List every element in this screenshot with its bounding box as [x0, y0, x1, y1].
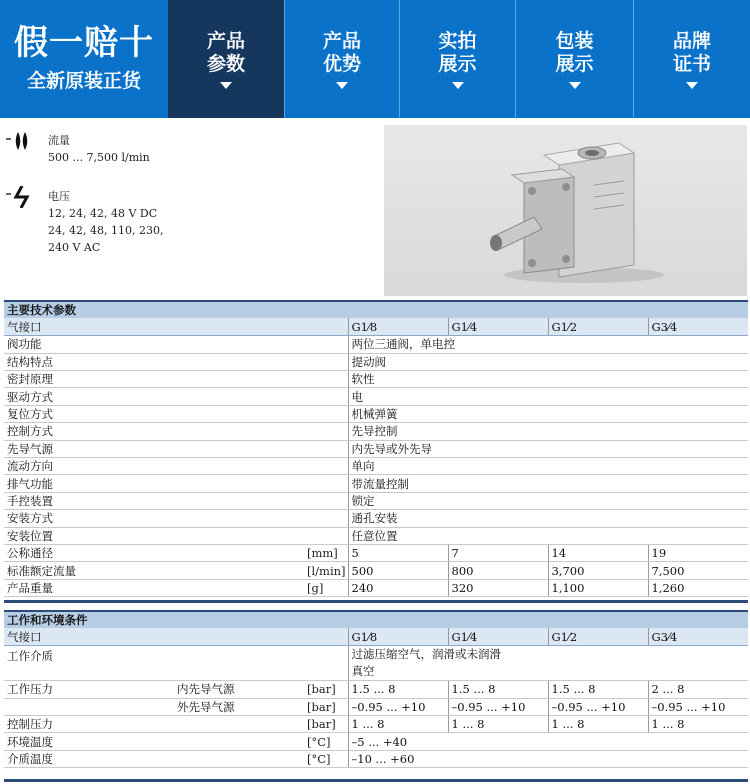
- row-label: 安装方式: [4, 510, 348, 527]
- row-label: 结构特点: [4, 353, 348, 370]
- main-specs-table: [4, 300, 748, 597]
- voltage-icon: [6, 186, 42, 208]
- row-value: –0.95 ... +10: [548, 698, 648, 715]
- row-label: 安装位置: [4, 527, 348, 544]
- row-value: 1,260: [648, 579, 748, 596]
- row-unit: [°C]: [304, 750, 348, 767]
- row-value: –10 ... +60: [348, 750, 748, 767]
- row-label: 驱动方式: [4, 388, 348, 405]
- row-sublabel: 外先导气源: [174, 698, 304, 715]
- row-label: 阀功能: [4, 336, 348, 353]
- table-row: [4, 405, 748, 422]
- row-unit: [l/min]: [304, 562, 348, 579]
- table-header-row: [4, 318, 748, 335]
- row-label: 手控装置: [4, 492, 348, 509]
- row-value: 19: [648, 544, 748, 561]
- row-label: 密封原理: [4, 371, 348, 388]
- row-value: –0.95 ... +10: [648, 698, 748, 715]
- table-row: [4, 716, 748, 733]
- row-value: –0.95 ... +10: [448, 698, 548, 715]
- row-label: 介质温度: [4, 750, 304, 767]
- voltage-line: 240 V AC: [48, 241, 101, 254]
- tab-real-photos[interactable]: [400, 0, 515, 118]
- row-value: 通孔安装: [348, 510, 748, 527]
- chevron-down-icon: [569, 82, 581, 89]
- header-col: G1⁄4: [448, 318, 548, 335]
- row-value: 1 ... 8: [548, 716, 648, 733]
- chevron-down-icon: [336, 82, 348, 89]
- row-value: 先导控制: [348, 423, 748, 440]
- header-col: G1⁄8: [348, 318, 448, 335]
- header-col: G1⁄2: [548, 628, 648, 645]
- voltage-title: 电压: [48, 190, 70, 203]
- table-row: [4, 371, 748, 388]
- table-divider: [4, 779, 748, 782]
- header-label: 气接口: [4, 628, 348, 645]
- tab-label: 产品 参数: [206, 29, 245, 75]
- table-row: [4, 527, 748, 544]
- row-label: 产品重量: [4, 579, 304, 596]
- row-value: 锁定: [348, 492, 748, 509]
- row-value: 7: [448, 544, 548, 561]
- table-row: [4, 336, 748, 353]
- table-title-row: [4, 301, 748, 318]
- table-row: [4, 698, 748, 715]
- row-value: 3,700: [548, 562, 648, 579]
- row-value: –5 ... +40: [348, 733, 748, 750]
- table-row: [4, 562, 748, 579]
- tab-brand-certificates[interactable]: [634, 0, 750, 118]
- table-row: [4, 750, 748, 767]
- row-value: 1 ... 8: [348, 716, 448, 733]
- row-label: 复位方式: [4, 405, 348, 422]
- row-value: 1,100: [548, 579, 648, 596]
- tab-label: 品牌 证书: [672, 29, 711, 75]
- row-label: 流动方向: [4, 458, 348, 475]
- row-unit: [bar]: [304, 681, 348, 698]
- chevron-down-icon: [220, 82, 232, 89]
- header-col: G3⁄4: [648, 628, 748, 645]
- row-value: 500: [348, 562, 448, 579]
- brand-block: [0, 0, 168, 118]
- row-value: 240: [348, 579, 448, 596]
- row-value: 带流量控制: [348, 475, 748, 492]
- chevron-down-icon: [686, 82, 698, 89]
- top-nav: [0, 0, 750, 118]
- row-value: 真空: [351, 664, 375, 679]
- feature-voltage: [6, 186, 186, 258]
- table-row: [4, 646, 748, 681]
- table-title: 工作和环境条件: [4, 611, 748, 628]
- row-value: 过滤压缩空气，润滑或未润滑: [351, 647, 501, 662]
- row-unit: [bar]: [304, 698, 348, 715]
- row-value: 7,500: [648, 562, 748, 579]
- tab-label: 实拍 展示: [438, 29, 477, 75]
- voltage-line: 24, 42, 48, 110, 230,: [48, 224, 164, 237]
- row-value: 1.5 ... 8: [348, 681, 448, 698]
- row-label: 标准额定流量: [4, 562, 304, 579]
- header-col: G1⁄4: [448, 628, 548, 645]
- table-row: [4, 353, 748, 370]
- row-unit: [°C]: [304, 733, 348, 750]
- table-row: [4, 510, 748, 527]
- row-value: 800: [448, 562, 548, 579]
- tab-product-params[interactable]: [168, 0, 284, 118]
- row-value: 软性: [348, 371, 748, 388]
- voltage-line: 12, 24, 42, 48 V DC: [48, 207, 158, 220]
- row-value: 1.5 ... 8: [448, 681, 548, 698]
- feature-flow: [6, 130, 186, 170]
- operating-conditions-table: [4, 610, 748, 768]
- flow-icon: [6, 130, 42, 152]
- table-title: 主要技术参数: [4, 301, 748, 318]
- row-value: 内先导或外先导: [348, 440, 748, 457]
- table-row: [4, 423, 748, 440]
- tab-packaging[interactable]: [516, 0, 633, 118]
- table-row: [4, 440, 748, 457]
- row-label: 控制方式: [4, 423, 348, 440]
- flow-title: 流量: [48, 134, 70, 147]
- header-label: 气接口: [4, 318, 348, 335]
- brand-slogan: 假一赔十: [14, 23, 154, 63]
- row-value: 两位三通阀，单电控: [348, 336, 748, 353]
- table-row: [4, 458, 748, 475]
- table-divider: [4, 600, 748, 603]
- tab-label: 包装 展示: [555, 29, 594, 75]
- table-row: [4, 579, 748, 596]
- row-value: 320: [448, 579, 548, 596]
- table-row: [4, 544, 748, 561]
- row-label: 工作压力: [4, 681, 174, 698]
- table-row: [4, 492, 748, 509]
- flow-value: 500 ... 7,500 l/min: [48, 151, 150, 164]
- row-value: 2 ... 8: [648, 681, 748, 698]
- row-value: 电: [348, 388, 748, 405]
- row-value: 任意位置: [348, 527, 748, 544]
- row-value: 1 ... 8: [648, 716, 748, 733]
- row-label: 工作介质: [4, 646, 348, 681]
- row-value: 14: [548, 544, 648, 561]
- table-row: [4, 733, 748, 750]
- table-row: [4, 475, 748, 492]
- table-row: [4, 681, 748, 698]
- row-value: 5: [348, 544, 448, 561]
- row-value: 机械弹簧: [348, 405, 748, 422]
- table-title-row: [4, 611, 748, 628]
- row-label: 公称通径: [4, 544, 304, 561]
- header-col: G1⁄8: [348, 628, 448, 645]
- row-unit: [mm]: [304, 544, 348, 561]
- row-value: 1 ... 8: [448, 716, 548, 733]
- row-unit: [g]: [304, 579, 348, 596]
- table-header-row: [4, 628, 748, 645]
- chevron-down-icon: [452, 82, 464, 89]
- row-label: 环境温度: [4, 733, 304, 750]
- row-value: 提动阀: [348, 353, 748, 370]
- brand-subtitle: 全新原装正货: [26, 70, 141, 92]
- row-label: 先导气源: [4, 440, 348, 457]
- tab-label: 产品 优势: [322, 29, 361, 75]
- row-value: –0.95 ... +10: [348, 698, 448, 715]
- row-label: 控制压力: [4, 716, 304, 733]
- row-value: 单向: [348, 458, 748, 475]
- tab-product-advantages[interactable]: [285, 0, 399, 118]
- row-value: 1.5 ... 8: [548, 681, 648, 698]
- product-photo: [384, 125, 747, 296]
- row-sublabel: 内先导气源: [174, 681, 304, 698]
- row-label: 排气功能: [4, 475, 348, 492]
- table-row: [4, 388, 748, 405]
- solenoid-valve-image: [384, 125, 747, 296]
- header-col: G3⁄4: [648, 318, 748, 335]
- header-col: G1⁄2: [548, 318, 648, 335]
- row-unit: [bar]: [304, 716, 348, 733]
